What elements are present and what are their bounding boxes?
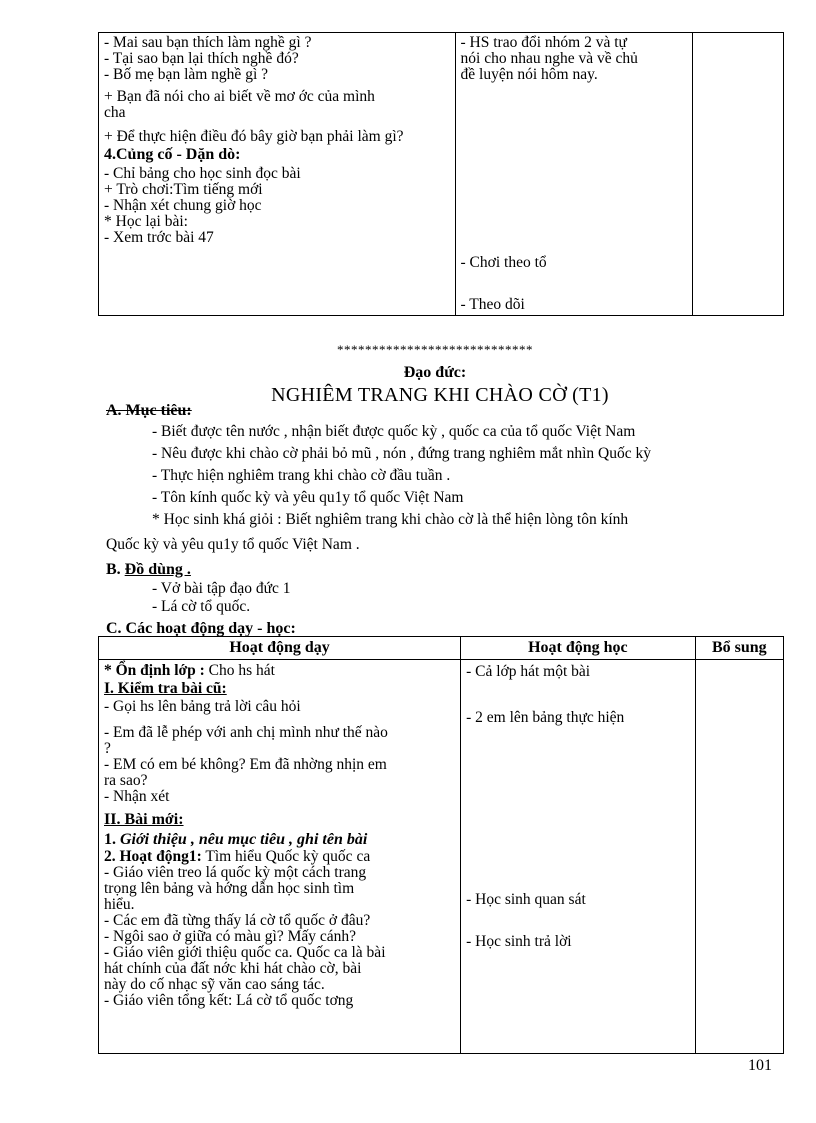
objective-item: - Tôn kính quốc kỳ và yêu qu1y tổ quốc Việt Nam: [152, 489, 464, 506]
section-b-list: [152, 580, 291, 616]
text-line: trọng lên bảng và hớng dẫn học sinh tìm: [104, 880, 355, 897]
stabilize-text: Cho hs hát: [204, 662, 275, 679]
section-b-heading: [106, 561, 191, 579]
material-item: - Lá cờ tổ quốc.: [152, 598, 251, 615]
student-activity-cell: [461, 660, 695, 1054]
section-heading: 4.Củng cố - Dặn dò:: [104, 146, 241, 163]
text-line: + Bạn đã nói cho ai biết về mơ ớc của mình: [104, 88, 375, 105]
text-line: - Giáo viên giới thiệu quốc ca. Quốc ca là bài: [104, 944, 386, 961]
lesson-title: NGHIÊM TRANG KHI CHÀO CỜ (T1): [271, 384, 609, 406]
text-line: - Nhận xét chung giờ học: [104, 197, 262, 214]
text-line: + Để thực hiện điều đó bây giờ bạn phải làm gì?: [104, 128, 404, 145]
text-line: - Em đã lễ phép với anh chị mình như thế nào: [104, 724, 388, 741]
text-line: - Giáo viên tổng kết: Lá cờ tổ quốc tơng: [104, 992, 354, 1009]
text-line: - Học sinh trả lời: [466, 933, 572, 950]
top-activity-table: [98, 32, 784, 316]
separator: ****************************: [337, 342, 533, 357]
section-a-list: [152, 421, 772, 531]
column-header-supplement: Bổ sung: [695, 637, 783, 660]
section-a-heading: A. Mục tiêu:: [106, 402, 192, 419]
objective-item: * Học sinh khá giỏi : Biết nghiêm trang khi chào cờ là thể hiện lòng tôn kính: [152, 511, 629, 528]
supplement-cell: [695, 660, 783, 1054]
stabilize-label: * Ổn định lớp :: [104, 662, 205, 679]
section-b-prefix: B.: [106, 561, 121, 578]
text-line: - Giáo viên treo lá quốc kỳ một cách trang: [104, 864, 367, 881]
intro-number: 1.: [104, 831, 120, 848]
text-line: + Trò chơi:Tìm tiếng mới: [104, 181, 263, 198]
table-header-row: [99, 637, 784, 660]
text-line: nói cho nhau nghe và về chủ: [460, 50, 638, 67]
top-student-cell: [455, 33, 692, 316]
text-line: - Bố mẹ bạn làm nghề gì ?: [104, 66, 268, 83]
text-line: - Nhận xét: [104, 788, 170, 805]
column-header-teacher: Hoạt động dạy: [99, 637, 461, 660]
text-line: hát chính của đất nớc khi hát chào cờ, bài: [104, 960, 362, 977]
text-line: - Học sinh quan sát: [466, 891, 586, 908]
text-line: - Các em đã từng thấy lá cờ tổ quốc ở đâu?: [104, 912, 371, 929]
new-lesson-heading: II. Bài mới:: [104, 811, 184, 828]
objective-item: - Biết được tên nước , nhận biết được quốc kỳ , quốc ca của tổ quốc Việt Nam: [152, 423, 636, 440]
objective-continuation: Quốc kỳ và yêu qu1y tổ quốc Việt Nam .: [106, 536, 360, 553]
text-line: ra sao?: [104, 772, 148, 789]
text-line: - Gọi hs lên bảng trả lời câu hỏi: [104, 698, 301, 715]
main-activity-table: [98, 636, 784, 1054]
text-line: đề luyện nói hôm nay.: [460, 66, 598, 83]
text-line: - Mai sau bạn thích làm nghề gì ?: [104, 34, 312, 51]
subject-heading: Đạo đức:: [403, 364, 467, 381]
activity1-label: 2. Hoạt động1:: [104, 848, 202, 865]
text-line: - Tại sao bạn lại thích nghề đó?: [104, 50, 299, 67]
page-number: 101: [748, 1057, 772, 1074]
teacher-activity-cell: [99, 660, 461, 1054]
review-heading: I. Kiểm tra bài cũ:: [104, 680, 227, 697]
text-line: [104, 832, 455, 848]
text-line: - Chơi theo tổ: [460, 254, 547, 271]
text-line: cha: [104, 104, 126, 121]
text-line: - Cả lớp hát một bài: [466, 663, 591, 680]
objective-item: - Nêu được khi chào cờ phải bỏ mũ , nón , đứng trang nghiêm mắt nhìn Quốc kỳ: [152, 445, 651, 462]
text-line: - 2 em lên bảng thực hiện: [466, 709, 625, 726]
text-line: [104, 849, 455, 865]
text-line: * Học lại bài:: [104, 213, 188, 230]
activity1-text: Tìm hiểu Quốc kỳ quốc ca: [201, 848, 371, 865]
top-teacher-cell: [99, 33, 456, 316]
table-row: [99, 660, 784, 1054]
text-line: - Chỉ bảng cho học sinh đọc bài: [104, 165, 301, 182]
section-b-title: Đồ dùng .: [124, 561, 191, 578]
text-line: - HS trao đổi nhóm 2 và tự: [460, 34, 627, 51]
objective-item: - Thực hiện nghiêm trang khi chào cờ đầu tuần .: [152, 467, 451, 484]
top-supplement-cell: [692, 33, 783, 316]
text-line: ?: [104, 740, 111, 757]
text-line: [104, 663, 455, 679]
text-line: - Theo dõi: [460, 296, 525, 313]
text-line: - Ngôi sao ở giữa có màu gì? Mấy cánh?: [104, 928, 357, 945]
section-c-heading: C. Các hoạt động dạy - học:: [106, 620, 296, 637]
column-header-student: Hoạt động học: [461, 637, 695, 660]
intro-text: Giới thiệu , nêu mục tiêu , ghi tên bài: [120, 831, 368, 848]
text-line: hiểu.: [104, 896, 135, 913]
text-line: - EM có em bé không? Em đã nhờng nhịn em: [104, 756, 387, 773]
material-item: - Vở bài tập đạo đức 1: [152, 580, 291, 597]
text-line: này do cố nhạc sỹ văn cao sáng tác.: [104, 976, 325, 993]
text-line: - Xem trớc bài 47: [104, 229, 214, 246]
